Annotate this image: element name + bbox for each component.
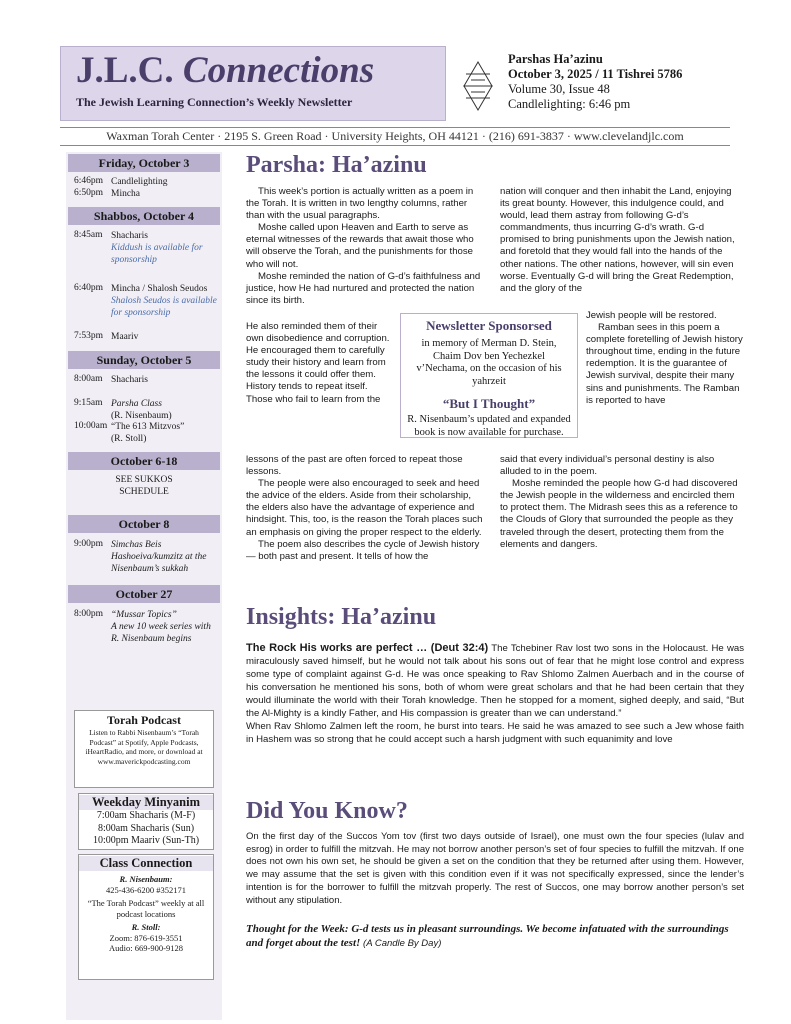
thought-for-the-week xyxy=(246,922,744,951)
minyan-line: 10:00pm Maariv (Sun-Th) xyxy=(92,835,200,846)
podcast-title: Torah Podcast xyxy=(107,713,181,727)
event: Mincha / Shalosh Seudos xyxy=(111,284,208,294)
sponsor-text: in memory of Merman D. Stein, Chaim Dov ben Yechezkel v’Nechama, on the occasion of his yahrzeit xyxy=(416,338,562,387)
sukkos-note: SCHEDULE xyxy=(119,487,169,497)
event-teacher: (R. Stoll) xyxy=(111,434,147,444)
minyanim-title: Weekday Minyanim xyxy=(79,795,213,810)
oct-27-header: October 27 xyxy=(68,585,220,603)
time: 6:46pm xyxy=(74,176,104,186)
thought-source: (A Candle By Day) xyxy=(363,938,442,949)
class-connection-box xyxy=(78,854,214,980)
title-italic: Connections xyxy=(182,50,375,91)
parsha-col2-bottom xyxy=(500,454,742,551)
sponsor-title: Newsletter Sponsorsed xyxy=(426,318,552,333)
class-connection-title: Class Connection xyxy=(79,856,213,871)
event: Shacharis xyxy=(111,231,148,241)
paragraph: nation will conquer and then inhabit the Land, enjoying its great bounty. However, this indulgence could, and would, lead them astray from following G-d’s commandments, thus incurring G-d’s wrath. G-d promised to bring punishments upon the Jewish nation, and foretold that they would fall into the hands of the other nations. The other nations, however, will sin even worse. Eventually G-d will bring the Great Redemption, and the glory of the xyxy=(500,186,735,294)
sukkos-note: SEE SUKKOS xyxy=(115,475,173,485)
oct-6-18-header: October 6-18 xyxy=(68,452,220,470)
candlelighting-time: Candlelighting: 6:46 pm xyxy=(508,97,631,111)
event-title: “The 613 Mitzvos” xyxy=(111,422,185,432)
event xyxy=(111,398,221,422)
event: Mincha xyxy=(111,189,141,199)
paragraph: Moshe called upon Heaven and Earth to serve as eternal witnesses of the rewards that await those who will observe the Torah, and the punishments for those who will not. xyxy=(246,222,474,270)
event: Shacharis xyxy=(111,375,148,385)
teacher-phone: 425-436-6200 #352171 xyxy=(105,884,187,895)
event xyxy=(111,421,221,445)
paragraph: lessons of the past are often forced to repeat those lessons. xyxy=(246,454,463,478)
time: 10:00am xyxy=(74,421,108,431)
podcast-desc: “The Torah Podcast” weekly at all podcast locations xyxy=(87,898,205,919)
paragraph: Moshe reminded the people how G-d had discovered the Jewish people in the wilderness and encircled them to protect them. The Midrash sees this as a reference to the Clouds of Glory that surrounded the people as they traveled through the desert, protecting them from the elements and dangers. xyxy=(500,478,738,550)
newsletter-subtitle: The Jewish Learning Connection’s Weekly Newsletter xyxy=(76,95,353,109)
insights-lead: The Rock His works are perfect … (Deut 32:4) xyxy=(246,642,489,654)
event-desc: A new 10 week series with R. Nisenbaum begins xyxy=(111,622,211,644)
minyan-line: 8:00am Shacharis (Sun) xyxy=(97,822,195,834)
issue-volume: Volume 30, Issue 48 xyxy=(508,82,610,96)
audio-number: Audio: 669-900-9128 xyxy=(109,943,183,953)
paragraph: When Rav Shlomo Zalmen left the room, he burst into tears. He said he was amazed to see such a Jew whose faith in Hashem was so strong that he could accept such a harsh judgment with such equanimity and love xyxy=(246,721,744,745)
title-plain: J.L.C. xyxy=(76,50,174,91)
parsha-col2-wrap xyxy=(586,310,744,407)
podcast-box xyxy=(74,710,214,788)
time: 6:50pm xyxy=(74,188,104,198)
sponsorship-note: Kiddush is available for sponsorship xyxy=(111,243,203,265)
zoom-number: Zoom: 876-619-3551 xyxy=(109,932,183,943)
time: 8:00am xyxy=(74,374,103,384)
star-of-david-logo-icon xyxy=(462,60,494,112)
insights-heading: Insights: Ha’azinu xyxy=(246,604,437,630)
event-teacher: (R. Nisenbaum) xyxy=(111,411,172,421)
issue-date: October 3, 2025 / 11 Tishrei 5786 xyxy=(508,67,683,81)
time: 8:00pm xyxy=(74,609,104,619)
event: Simchas Beis Hashoeiva/kumzitz at the Nisenbaum’s sukkah xyxy=(111,540,207,574)
paragraph: Moshe reminded the nation of G-d’s faithfulness and justice, how He had nurtured and protected the nation since its birth. xyxy=(246,270,481,306)
event: Maariv xyxy=(111,332,139,342)
book-title: “But I Thought” xyxy=(442,396,536,411)
paragraph: Jewish people will be restored. xyxy=(586,310,717,321)
sponsorship-note: Shalosh Seudos is available for sponsorship xyxy=(111,296,217,318)
paragraph: The people were also encouraged to seek and heed the advice of the elders. Aside from their scholarship, the elders also have the advantage of experience and hindsight. This, too, is the reason the Torah places such an emphasis on giving the proper respect to the elderly. xyxy=(246,478,483,538)
shabbos-header: Shabbos, October 4 xyxy=(68,207,220,225)
time: 7:53pm xyxy=(74,331,104,341)
insights-body xyxy=(246,642,744,746)
parsha-col1-top xyxy=(246,186,486,307)
issue-info xyxy=(508,52,728,112)
newsletter-title xyxy=(76,50,374,92)
paragraph: Ramban sees in this poem a complete foretelling of Jewish history throughout time, ending in the future redemption. It is the guarantee of Jewish survival, despite their many sins and punishments. The Ramban is reported to have xyxy=(586,322,743,406)
time: 8:45am xyxy=(74,230,103,240)
minyanim-box xyxy=(78,793,214,850)
paragraph: This week’s portion is actually written as a poem in the Torah. It is written in two lengthy columns, rather than with the usual paragraphs. xyxy=(246,186,474,222)
parsha-col1-bottom xyxy=(246,454,486,563)
paragraph: The poem also describes the cycle of Jewish history— both past and present. It tells of how the xyxy=(246,538,480,562)
paragraph: said that every individual’s personal destiny is also alluded to in the poem. xyxy=(500,454,715,478)
paragraph: He also reminded them of their own disobedience and corruption. He encouraged them to carefully study their history and learn from the lessons it could offer them. History tends to repeat itself. Those who fail to learn from the xyxy=(246,321,390,405)
did-you-know-heading: Did You Know? xyxy=(246,798,408,824)
event-title: Parsha Class xyxy=(111,399,162,409)
parsha-col2-top xyxy=(500,186,742,295)
event xyxy=(111,609,221,645)
address-bar: Waxman Torah Center · 2195 S. Green Road · University Heights, OH 44121 · (216) 691-3837 · www.clevelandjlc.com xyxy=(60,127,730,146)
oct-8-header: October 8 xyxy=(68,515,220,533)
time: 9:15am xyxy=(74,398,103,408)
time: 6:40pm xyxy=(74,283,104,293)
podcast-text: Listen to Rabbi Nisenbaum’s “Torah Podcast” at Spotify, Apple Podcasts, iHeartRadio, and more, or download at www.maverickpodcasting.com xyxy=(85,728,203,766)
teacher-name: R. Stoll: xyxy=(131,922,161,932)
parsha-heading: Parsha: Ha’azinu xyxy=(246,152,427,178)
parsha-name: Parshas Ha’azinu xyxy=(508,52,603,66)
sponsor-box xyxy=(400,313,578,438)
event-title: “Mussar Topics” xyxy=(111,610,177,620)
minyan-line: 7:00am Shacharis (M-F) xyxy=(96,810,196,821)
paragraph: The Tchebiner Rav lost two sons in the Holocaust. He was miraculously saved himself, but he would not talk about his sons out of fear that he might lose control and express some type of complaint against G-d. He was once speaking to Rav Shlomo Zalmen Auerbach and in the course of his conversation he mentioned his sons, both of whom were great scholars and that he had been certain that they would illuminate the world with their Torah knowledge. Then he stopped for a moment, sighed deeply, and said, “But the Al-Mighty is a kindly Father, and His compassion is greater than we can understand.” xyxy=(246,643,745,719)
teacher-name: R. Nisenbaum: xyxy=(119,874,173,884)
did-you-know-body: On the first day of the Succos Yom tov (first two days outside of Israel), one must own the four species (lulav and esrog) in order to fulfill the mitzvah. He may not borrow another person’s set of four species to fulfill the mitzvah. If one does not own his own set, he should be given a set on the condition that they be returned after using them. However, we may assume that the set is given with this condition even if it was not specifically expressed, since the lender’s intention is for the borrower to fulfill the mitzvah properly. The rest of Succos, one may borrow another person’s set without any stipulation. xyxy=(246,831,744,906)
sunday-header: Sunday, October 5 xyxy=(68,351,220,369)
book-text: R. Nisenbaum’s updated and expanded book is now available for purchase. xyxy=(407,414,571,438)
parsha-col1-wrap xyxy=(246,321,394,406)
event: Candlelighting xyxy=(111,177,168,187)
thought-text: Thought for the Week: G-d tests us in pleasant surroundings. We become infatuated with the surroundings and forget about the test! xyxy=(246,923,729,949)
time: 9:00pm xyxy=(74,539,104,549)
friday-header: Friday, October 3 xyxy=(68,154,220,172)
